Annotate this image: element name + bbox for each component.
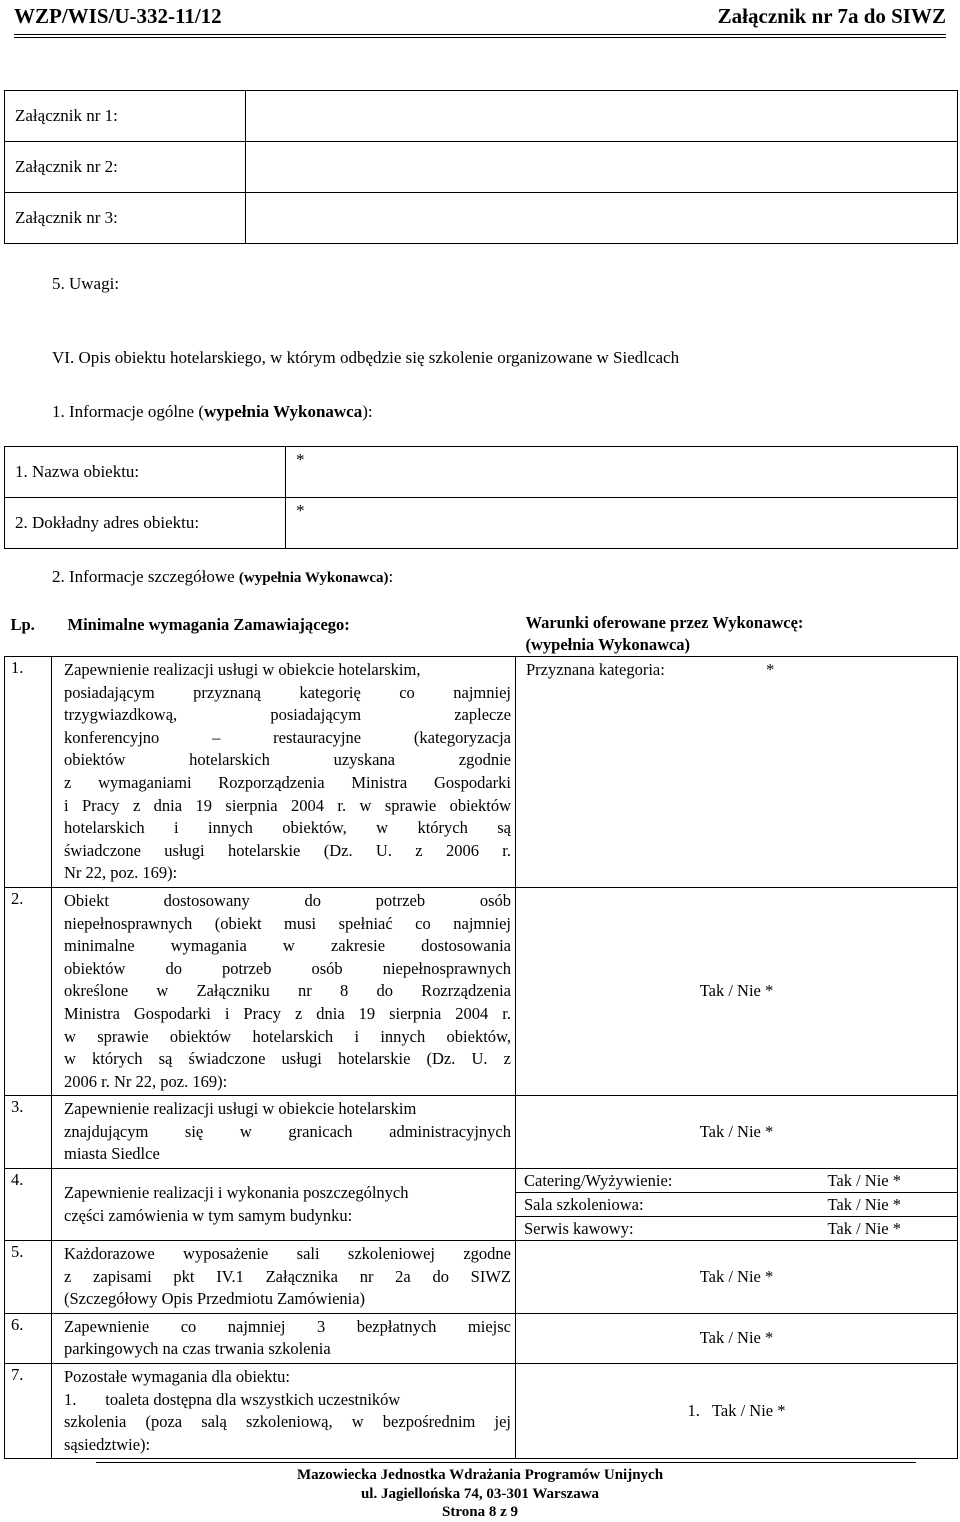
object-address-label: 2. Dokładny adres obiektu: — [5, 498, 286, 549]
heading-text: ): — [362, 402, 373, 421]
requirement-line: Każdorazowe wyposażenie sali szkoleniowej zgodne — [64, 1244, 511, 1264]
requirement-line: niepełnosprawnych (obiekt musi spełniać co najmniej — [64, 913, 511, 933]
row-number: 3. — [5, 1096, 52, 1169]
table-row — [5, 1096, 958, 1169]
attachment-value-field[interactable] — [246, 91, 958, 142]
requirement-text — [52, 1169, 516, 1241]
table-row — [5, 887, 958, 1095]
requirement-line: hotelarskich i innych obiektów, w których są — [64, 818, 511, 838]
heading-bold-text: wypełnia Wykonawca — [204, 402, 363, 421]
training-room-label: Sala szkoleniowa: — [516, 1193, 751, 1217]
object-address-field[interactable]: * — [286, 498, 958, 549]
yes-no-answer[interactable]: Tak / Nie * — [516, 1313, 958, 1363]
requirement-text — [52, 1313, 516, 1363]
requirement-line: Zapewnienie realizacji usługi w obiekcie hotelarskim — [64, 1099, 417, 1119]
category-field[interactable]: * — [766, 660, 775, 679]
table-row — [5, 142, 958, 193]
requirement-line: obiektów hotelarskich uzyskana zgodnie — [64, 750, 511, 770]
table-row — [5, 657, 958, 888]
column-header-requirements: Minimalne wymagania Zamawiającego: — [67, 615, 350, 634]
sub-answer-row — [516, 1193, 957, 1217]
row-number: 2. — [5, 887, 52, 1095]
table-header-row — [5, 612, 958, 657]
column-header-offer-line: (wypełnia Wykonawca) — [525, 635, 691, 654]
sub-answer-row — [516, 1217, 957, 1241]
object-name-label: 1. Nazwa obiektu: — [5, 447, 286, 498]
sub-answers-table — [516, 1169, 957, 1240]
requirement-line: trzygwiazdkową, posiadającym zaplecze — [64, 705, 511, 725]
header-rule-second — [14, 37, 946, 38]
requirement-line: Obiekt dostosowany do potrzeb osób — [64, 890, 511, 910]
training-room-answer[interactable]: Tak / Nie * — [751, 1193, 957, 1217]
header-rule — [14, 34, 946, 35]
general-info-heading — [52, 402, 373, 422]
row-number: 6. — [5, 1313, 52, 1363]
table-row — [5, 498, 958, 549]
remarks-label: 5. Uwagi: — [52, 274, 120, 293]
table-row — [5, 91, 958, 142]
category-answer-cell[interactable] — [516, 657, 958, 888]
coffee-service-label: Serwis kawowy: — [524, 1219, 634, 1239]
requirement-line: w sprawie obiektów hotelarskich i innych obiektów, — [64, 1026, 511, 1046]
row-number: 7. — [5, 1364, 52, 1459]
table-row — [5, 1169, 958, 1241]
requirement-line: Zapewnienie realizacji usługi w obiekcie hotelarskim, — [64, 660, 421, 679]
sub-answer-row — [516, 1169, 957, 1193]
column-header-offer-line: Warunki oferowane przez Wykonawcę: — [525, 613, 804, 632]
section-title: VI. Opis obiektu hotelarskiego, w którym odbędzie się szkolenie organizowane w Siedlcach — [52, 348, 680, 367]
row-number: 4. — [5, 1169, 52, 1241]
requirement-line: minimalne wymagania w zakresie dostosowania — [64, 936, 511, 956]
requirement-line: sąsiedztwie): — [64, 1434, 151, 1454]
requirement-line: określone w Załączniku nr 8 do Rozrządzenia — [64, 981, 511, 1001]
requirement-line: 1. toaleta dostępna dla wszystkich uczestników — [64, 1389, 401, 1409]
row-number: 1. — [5, 657, 52, 888]
attachment-value-field[interactable] — [246, 142, 958, 193]
category-label: Przyznana kategoria: — [526, 660, 665, 679]
table-row — [5, 193, 958, 244]
table-row — [5, 447, 958, 498]
catering-answer[interactable]: Tak / Nie * — [751, 1169, 957, 1193]
heading-text: : — [388, 567, 394, 586]
requirement-line: posiadającym przyznaną kategorię co najmniej — [64, 682, 511, 702]
requirement-line: 2006 r. Nr 22, poz. 169): — [64, 1071, 228, 1091]
heading-text: 1. Informacje ogólne ( — [52, 402, 204, 421]
requirement-line: obiektów do potrzeb osób niepełnosprawnych — [64, 958, 511, 978]
requirement-text — [52, 1241, 516, 1314]
attachment-label: Załącznik nr 2: — [5, 142, 246, 193]
requirement-text — [52, 1364, 516, 1459]
column-header-lp: Lp. — [10, 615, 35, 634]
attachments-table — [4, 90, 958, 244]
heading-bold-text: (wypełnia Wykonawca) — [238, 570, 389, 586]
requirement-line: Nr 22, poz. 169): — [64, 863, 178, 883]
yes-no-answer[interactable]: 1. Tak / Nie * — [516, 1364, 958, 1459]
row-number: 5. — [5, 1241, 52, 1314]
attachment-label: Załącznik nr 3: — [5, 193, 246, 244]
requirement-line: z zapisami pkt IV.1 Załącznika nr 2a do SIWZ — [64, 1266, 511, 1286]
attachment-title: Załącznik nr 7a do SIWZ — [717, 4, 946, 28]
requirement-text — [52, 887, 516, 1095]
requirement-line: Zapewnienie co najmniej 3 bezpłatnych miejsc — [64, 1316, 511, 1336]
general-info-table — [4, 446, 958, 549]
requirement-line: części zamówienia w tym samym budynku: — [64, 1205, 353, 1225]
requirement-line: konferencyjno – restauracyjne (kategoryzacja — [64, 727, 511, 747]
page-number: Strona 8 z 9 — [442, 1504, 518, 1520]
column-header-offer — [516, 612, 958, 657]
requirement-line: parkingowych na czas trwania szkolenia — [64, 1339, 331, 1359]
heading-text: 2. Informacje szczegółowe — [52, 567, 239, 586]
requirement-line: Ministra Gospodarki i Pracy z dnia 19 sierpnia 2004 r. — [64, 1003, 511, 1023]
document-reference: WZP/WIS/U-332-11/12 — [14, 4, 222, 28]
yes-no-answer[interactable]: Tak / Nie * — [516, 1096, 958, 1169]
yes-no-answer[interactable]: Tak / Nie * — [516, 887, 958, 1095]
coffee-service-answer[interactable]: Tak / Nie * — [827, 1219, 901, 1239]
footer-rule — [96, 1462, 916, 1463]
requirement-line: i Pracy z dnia 19 sierpnia 2004 r. w sprawie obiektów — [64, 795, 511, 815]
requirement-line: świadczone usługi hotelarskie (Dz. U. z 2006 r. — [64, 840, 511, 860]
object-name-field[interactable]: * — [286, 447, 958, 498]
requirement-line: znajdującym się w granicach administracyjnych — [64, 1121, 511, 1141]
footer-organization: Mazowiecka Jednostka Wdrażania Programów Unijnych — [296, 1467, 664, 1483]
requirement-line: miasta Siedlce — [64, 1144, 160, 1164]
table-row — [5, 1364, 958, 1459]
page-header — [14, 0, 946, 34]
detailed-info-heading — [52, 567, 393, 587]
requirements-table — [4, 612, 958, 1459]
table-row — [5, 1241, 958, 1314]
requirement-text — [52, 657, 516, 888]
attachment-label: Załącznik nr 1: — [5, 91, 246, 142]
yes-no-answer[interactable]: Tak / Nie * — [516, 1241, 958, 1314]
sub-answers-cell — [516, 1169, 958, 1241]
requirement-line: (Szczegółowy Opis Przedmiotu Zamówienia) — [64, 1289, 366, 1309]
footer-address: ul. Jagiellońska 74, 03-301 Warszawa — [360, 1486, 600, 1502]
requirement-line: Zapewnienie realizacji i wykonania poszczególnych — [64, 1182, 409, 1202]
attachment-value-field[interactable] — [246, 193, 958, 244]
requirement-line: z wymaganiami Rozporządzenia Ministra Gospodarki — [64, 772, 511, 792]
requirement-line: szkolenia (poza salą szkoleniową, w bezpośrednim jej — [64, 1412, 511, 1432]
requirement-text — [52, 1096, 516, 1169]
requirement-line: w których są świadczone usługi hotelarskie (Dz. U. z — [64, 1049, 511, 1069]
table-row — [5, 1313, 958, 1363]
catering-label: Catering/Wyżywienie: — [516, 1169, 751, 1193]
requirement-line: Pozostałe wymagania dla obiektu: — [64, 1367, 290, 1387]
